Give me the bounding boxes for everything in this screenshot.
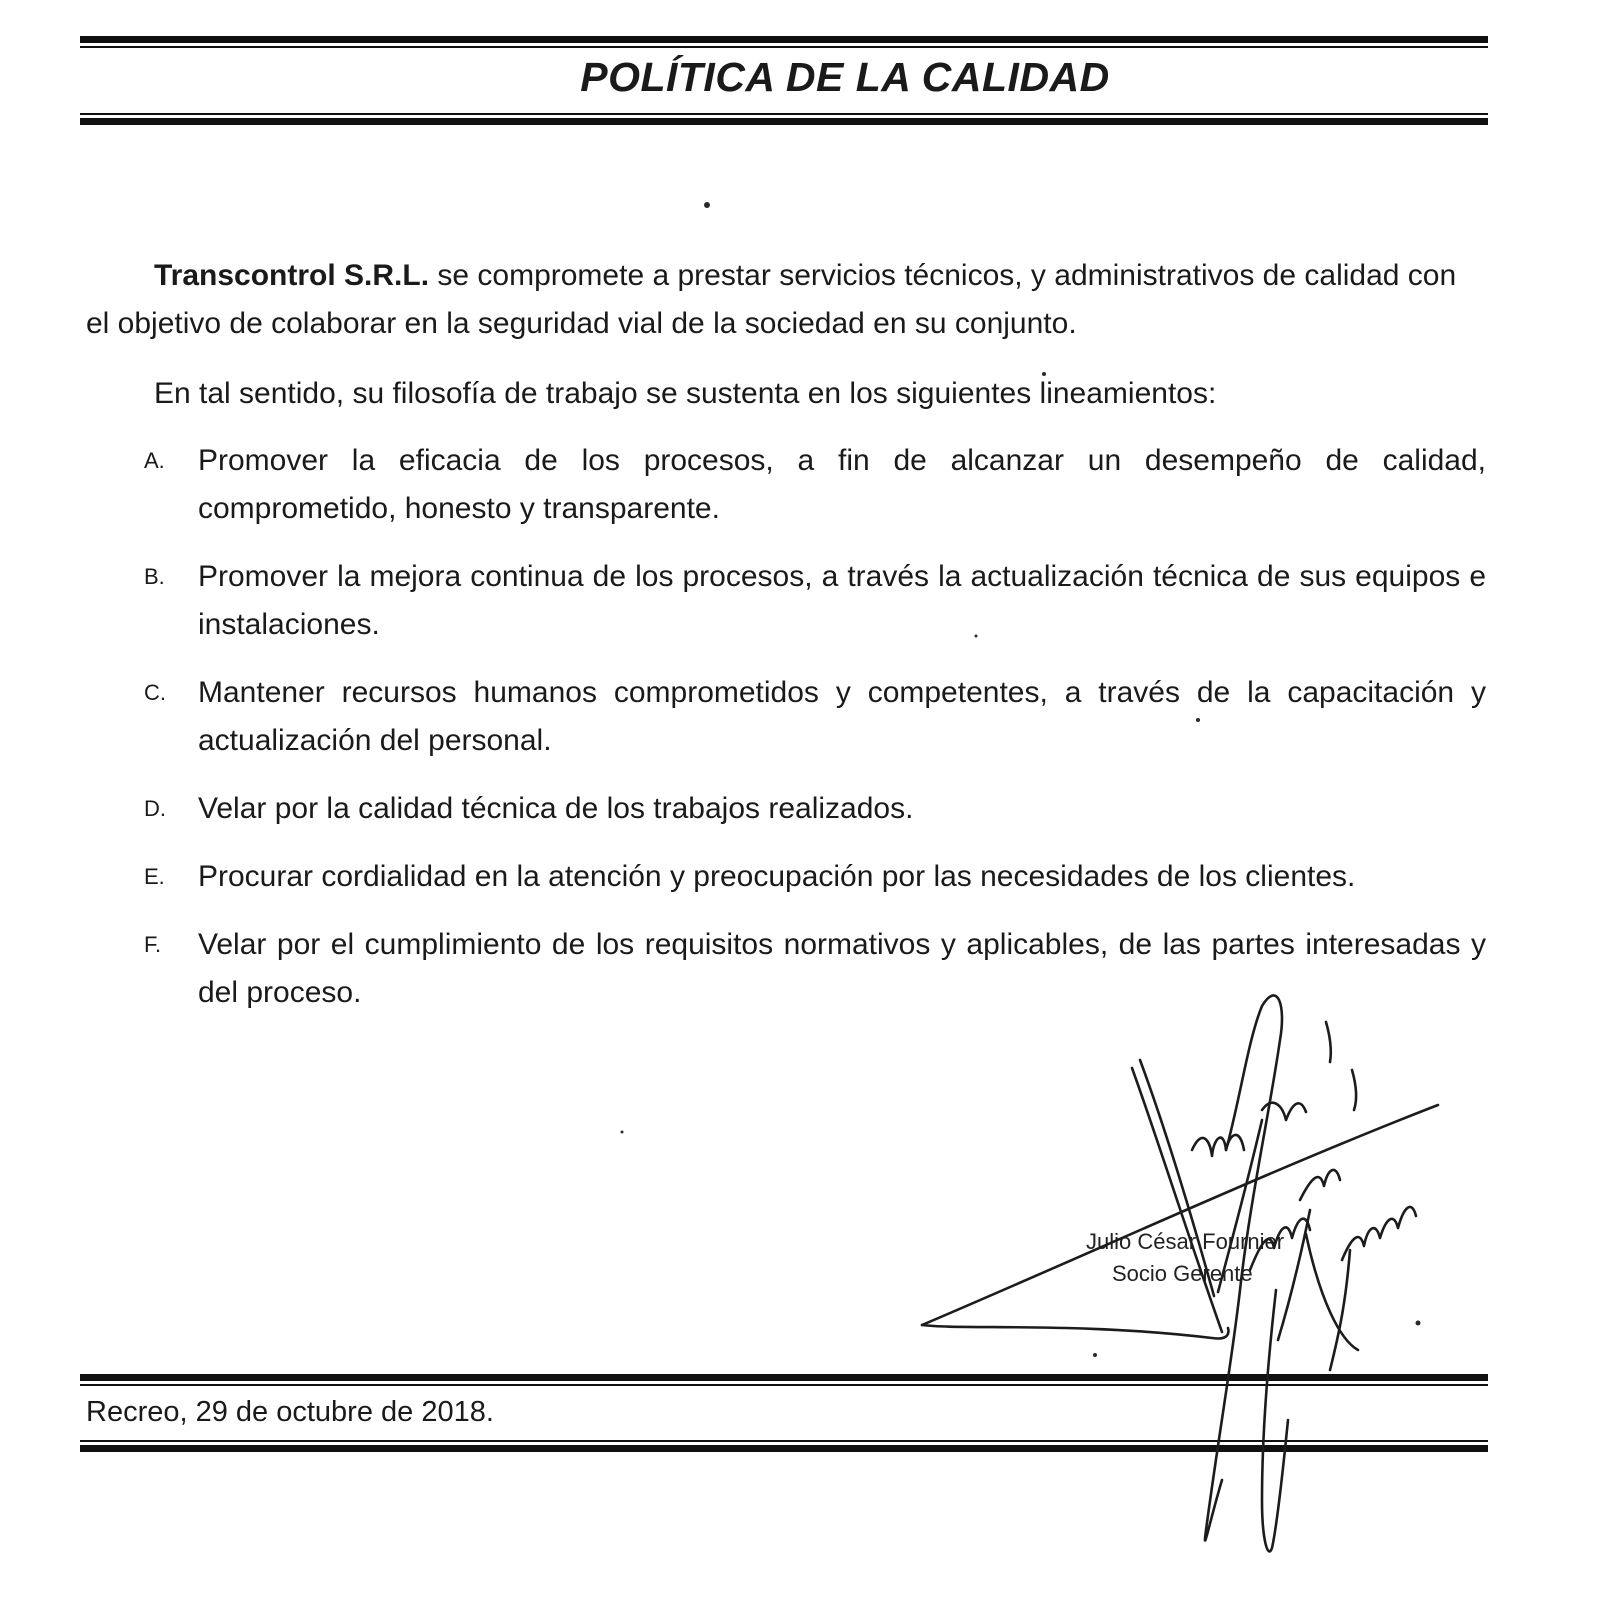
list-item-letter: B. [144, 564, 165, 589]
footer-date: Recreo, 29 de octubre de 2018. [86, 1396, 494, 1428]
company-name: Transcontrol S.R.L. [154, 259, 430, 292]
list-item-letter: A. [144, 448, 165, 473]
signer-block [1086, 1226, 1284, 1290]
signer-name: Julio César Fournier [1086, 1229, 1285, 1254]
top-rule-upper [80, 36, 1488, 48]
list-item-text: Promover la eficacia de los procesos, a fin de alcanzar un desempeño de calidad, comprometido, honesto y transparente. [198, 444, 1486, 525]
list-item [140, 437, 1486, 533]
document-title: POLÍTICA DE LA CALIDAD [580, 54, 1110, 100]
list-item [140, 921, 1486, 1017]
guidelines-list [140, 437, 1486, 1037]
signer-role: Socio Gerente [1112, 1261, 1253, 1286]
lead-paragraph: En tal sentido, su filosofía de trabajo se sustenta en los siguientes lineamientos: [154, 377, 1217, 410]
list-item-letter: C. [144, 680, 166, 705]
footer-rule-lower [80, 1440, 1488, 1452]
list-item-text: Mantener recursos humanos comprometidos y competentes, a través de la capacitación y actualización del personal. [198, 676, 1486, 757]
top-rule-lower [80, 113, 1488, 125]
intro-text: se compromete a prestar servicios técnicos, y administrativos de calidad con el objetivo de colaborar en la seguridad vial de la sociedad en su conjunto. [86, 259, 1457, 340]
intro-paragraph [86, 252, 1486, 348]
list-item [140, 853, 1486, 901]
list-item-text: Promover la mejora continua de los procesos, a través la actualización técnica de sus equipos e instalaciones. [198, 560, 1486, 641]
list-item [140, 553, 1486, 649]
list-item-text: Velar por la calidad técnica de los trabajos realizados. [198, 792, 914, 825]
list-item [140, 785, 1486, 833]
list-item [140, 669, 1486, 765]
list-item-text: Velar por el cumplimiento de los requisitos normativos y aplicables, de las partes interesadas y del proceso. [198, 928, 1486, 1009]
list-item-text: Procurar cordialidad en la atención y preocupación por las necesidades de los clientes. [198, 860, 1356, 893]
list-item-letter: E. [144, 864, 165, 889]
footer-rule-upper [80, 1374, 1488, 1386]
list-item-letter: D. [144, 796, 166, 821]
list-item-letter: F. [144, 932, 162, 957]
